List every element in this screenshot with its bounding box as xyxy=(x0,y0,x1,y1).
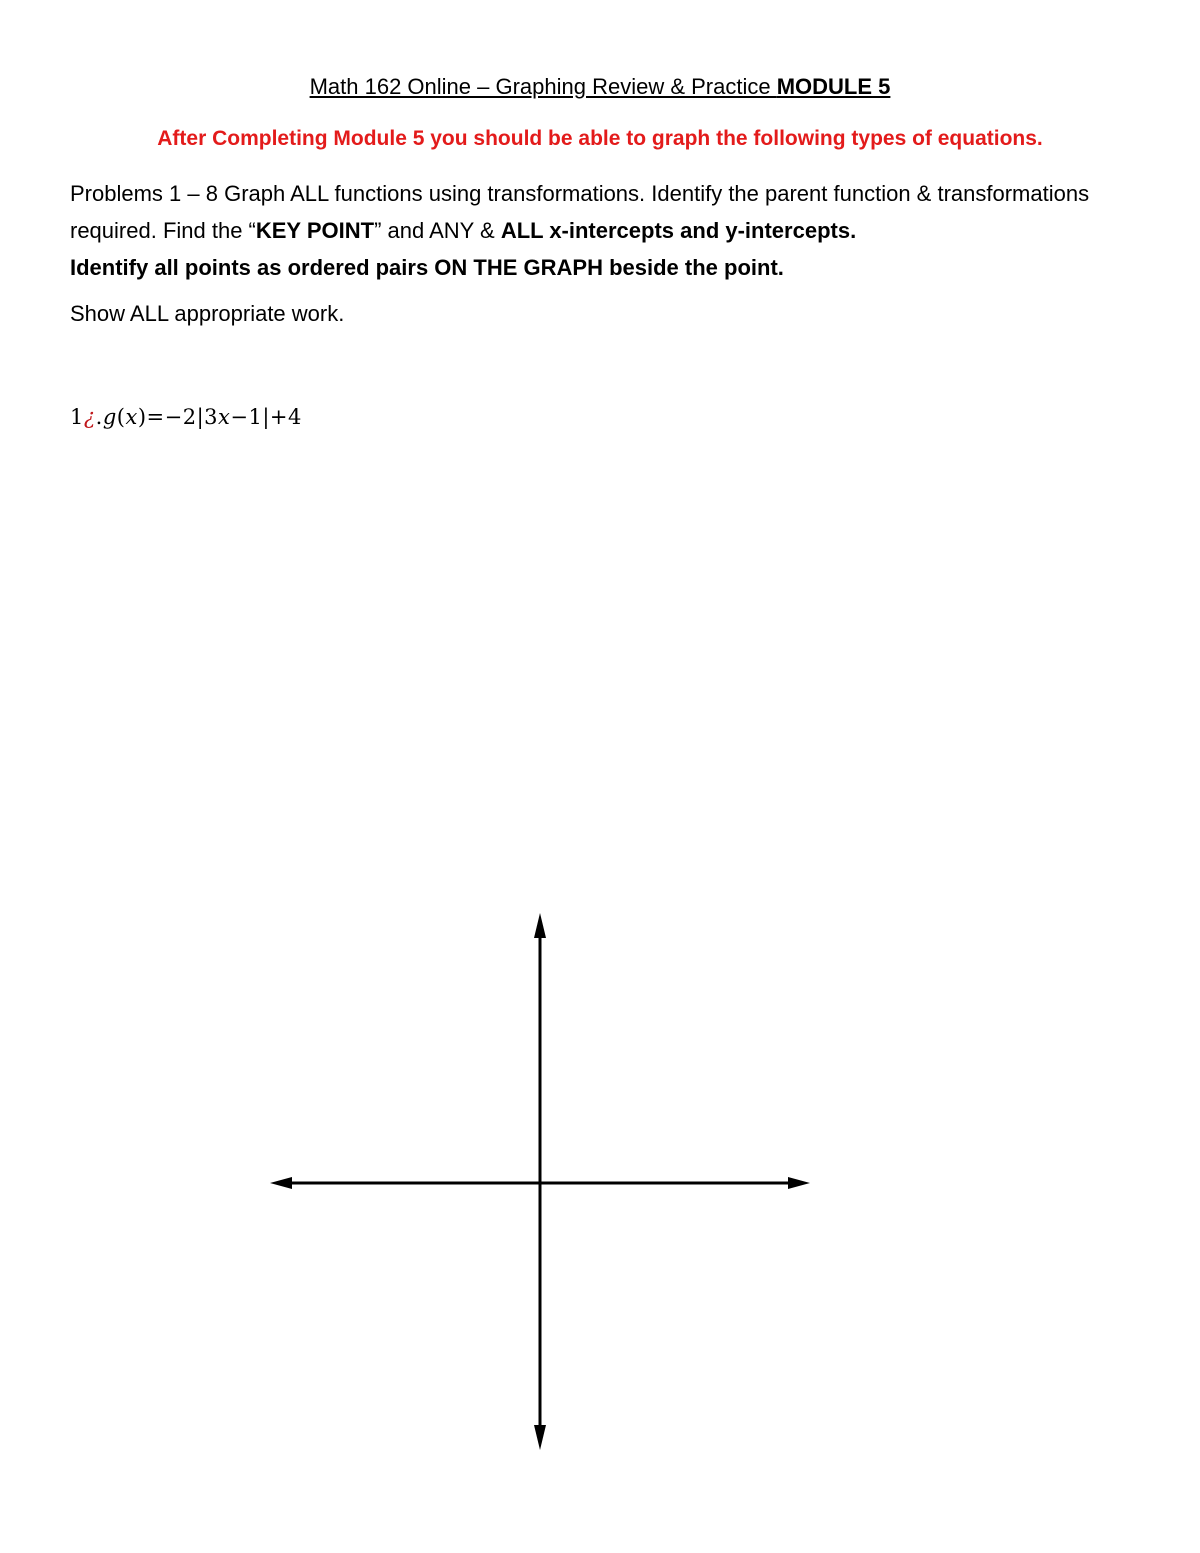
instructions-intercepts: ALL x-intercepts and y-intercepts. xyxy=(500,218,857,243)
equation-open: ( xyxy=(116,405,126,429)
title-plain: Math 162 Online – Graphing Review & Practice xyxy=(309,74,777,99)
x-axis-arrow-right-icon xyxy=(788,1177,810,1189)
problem-number: 1 xyxy=(70,405,84,429)
objective-heading: After Completing Module 5 you should be able to graph the following types of equations. xyxy=(157,127,1043,150)
x-axis-arrow-left-icon xyxy=(270,1177,292,1189)
y-axis-arrow-up-icon xyxy=(534,913,546,938)
instructions-text-2: ” and ANY & xyxy=(374,218,501,243)
equation-middle: )=−2|3 xyxy=(137,405,219,429)
y-axis-arrow-down-icon xyxy=(534,1425,546,1450)
function-name: g xyxy=(102,405,117,429)
title-module: MODULE 5 xyxy=(776,74,891,99)
equation-var-x2: x xyxy=(218,405,231,429)
equation-tail: −1|+4 xyxy=(230,405,302,429)
instructions-text-1: Problems 1 – 8 Graph ALL functions using transformations. Identify the parent function & transformations required. Find the “ xyxy=(70,181,1090,243)
show-work-note: Show ALL appropriate work. xyxy=(70,301,345,326)
equation-var-x: x xyxy=(125,405,138,429)
instructions-ordered-pairs: Identify all points as ordered pairs ON THE GRAPH beside the point. xyxy=(70,255,784,280)
problem-dot: . xyxy=(95,405,103,429)
problem-marker: ¿ xyxy=(83,405,96,429)
instructions-key-point: KEY POINT xyxy=(255,218,375,243)
